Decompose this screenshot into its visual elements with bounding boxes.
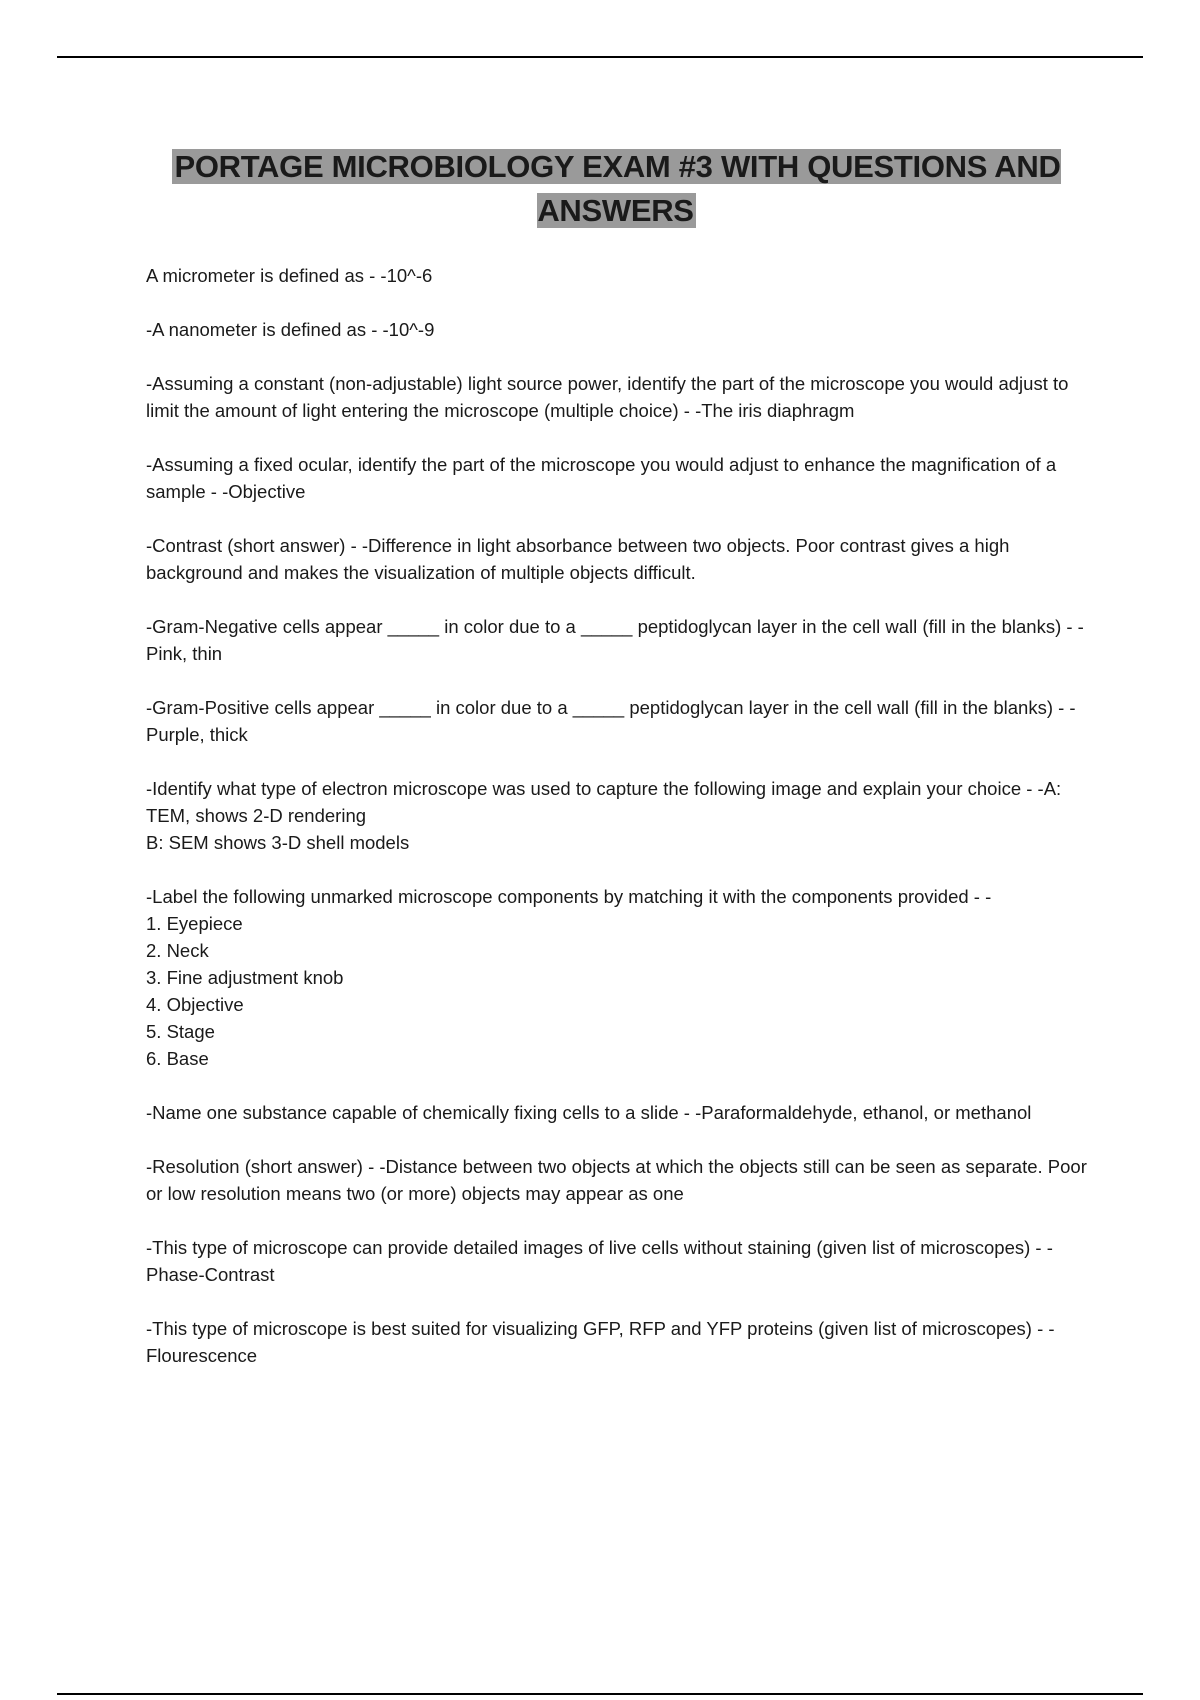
page-top-rule: [57, 56, 1143, 58]
qa-entry-1: A micrometer is defined as - -10^-6: [146, 265, 433, 286]
qa-entry-6: -Gram-Negative cells appear _____ in color due to a _____ peptidoglycan layer in the cell wall (fill in the blanks) - -Pink, thin: [146, 616, 1084, 664]
page-bottom-rule: [57, 1693, 1143, 1695]
document-title-text: PORTAGE MICROBIOLOGY EXAM #3 WITH QUESTIONS AND ANSWERS: [174, 149, 1061, 228]
document-title: [150, 145, 1083, 233]
qa-entry-11: -Resolution (short answer) - -Distance between two objects at which the objects still can be seen as separate. Poor or low resolution means two (or more) objects may appear as one: [146, 1156, 1093, 1204]
qa-entry-13: -This type of microscope is best suited for visualizing GFP, RFP and YFP proteins (given list of microscopes) - -Flourescence: [146, 1318, 1055, 1366]
qa-entry-5: -Contrast (short answer) - -Difference in light absorbance between two objects. Poor contrast gives a high background and makes the visualization of multiple objects difficult.: [146, 535, 1015, 583]
qa-entry-8: -Identify what type of electron microscope was used to capture the following image and explain your choice - -A: TEM, shows 2-D rendering B: SEM shows 3-D shell models: [146, 778, 1062, 853]
qa-entry-10: -Name one substance capable of chemically fixing cells to a slide - -Paraformaldehyde, ethanol, or methanol: [146, 1102, 1032, 1123]
qa-list: [146, 262, 1096, 1396]
qa-entry-2: -A nanometer is defined as - -10^-9: [146, 319, 435, 340]
qa-entry-9: -Label the following unmarked microscope components by matching it with the components provided - - 1. Eyepiece 2. Neck 3. Fine adjustment knob 4. Objective 5. Stage 6. Base: [146, 886, 992, 1069]
qa-entry-12: -This type of microscope can provide detailed images of live cells without staining (given list of microscopes) - -Phase-Contrast: [146, 1237, 1053, 1285]
qa-entry-4: -Assuming a fixed ocular, identify the part of the microscope you would adjust to enhance the magnification of a sample - -Objective: [146, 454, 1062, 502]
qa-entry-3: -Assuming a constant (non-adjustable) light source power, identify the part of the microscope you would adjust to limit the amount of light entering the microscope (multiple choice) - -The iris diaphragm: [146, 373, 1074, 421]
qa-entry-7: -Gram-Positive cells appear _____ in color due to a _____ peptidoglycan layer in the cell wall (fill in the blanks) - -Purple, thick: [146, 697, 1076, 745]
